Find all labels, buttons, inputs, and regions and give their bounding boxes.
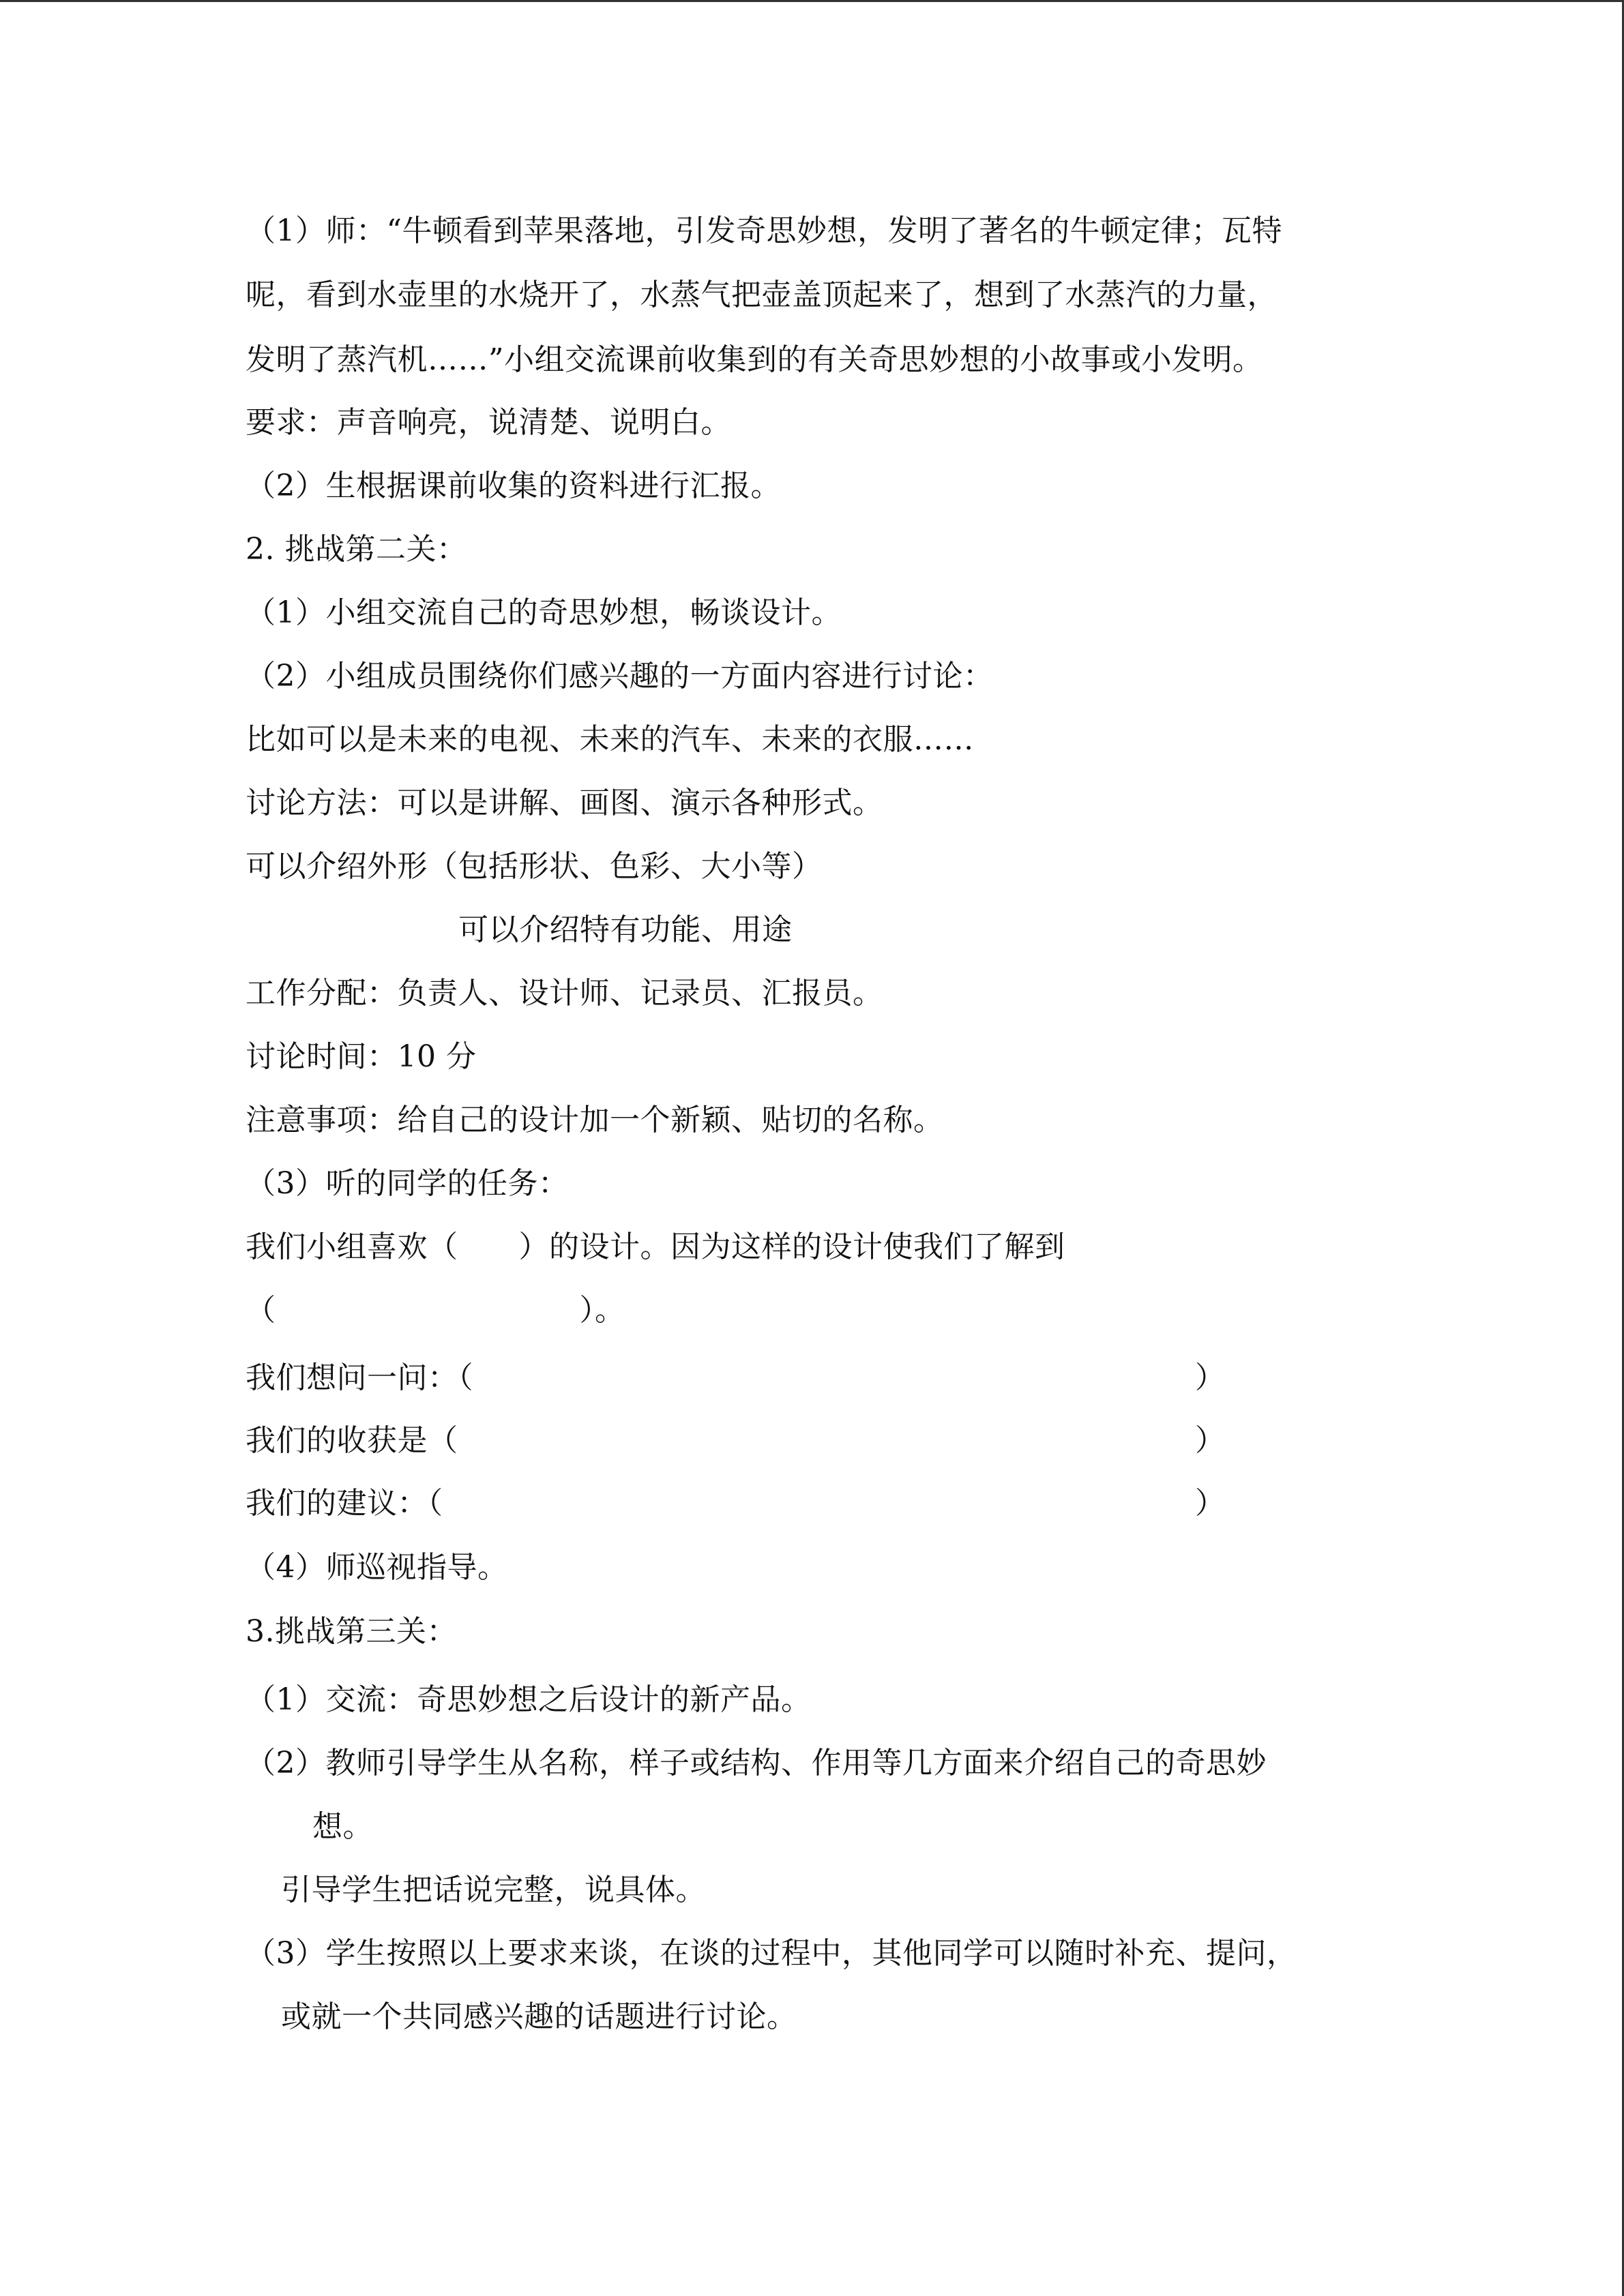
- fill-in-suggestion-line: 我们的建议：（: [246, 1486, 443, 1521]
- section-heading: 3.挑战第三关：: [246, 1614, 457, 1649]
- text-line: 想。: [312, 1809, 373, 1844]
- text-line: （3）听的同学的任务：: [246, 1166, 569, 1201]
- text-line: 讨论方法：可以是讲解、画图、演示各种形式。: [246, 786, 883, 820]
- text-line: 引导学生把话说完整，说具体。: [281, 1873, 706, 1907]
- text-line: （ ）。: [246, 1293, 625, 1328]
- fill-in-question-line: 我们想问一问：（: [246, 1360, 473, 1395]
- text-line: 发明了蒸汽机……”小组交流课前收集到的有关奇思妙想的小故事或小发明。: [246, 342, 1263, 377]
- text-line: 比如可以是未来的电视、未来的汽车、未来的衣服……: [246, 722, 974, 757]
- text-line: （2）生根据课前收集的资料进行汇报。: [246, 468, 781, 503]
- text-line: （4）师巡视指导。: [246, 1550, 508, 1585]
- text-line: （2）小组成员围绕你们感兴趣的一方面内容进行讨论：: [246, 659, 994, 694]
- text-line: 要求：声音响亮，说清楚、说明白。: [246, 405, 731, 440]
- text-line: 注意事项：给自己的设计加一个新颖、贴切的名称。: [246, 1103, 944, 1137]
- section-heading: 2. 挑战第二关：: [246, 532, 467, 567]
- close-paren: ）: [1195, 1360, 1225, 1395]
- fill-in-harvest-line: 我们的收获是（: [246, 1423, 458, 1458]
- text-line: 可以介绍外形（包括形状、色彩、大小等）: [246, 849, 823, 884]
- close-paren: ）: [1195, 1423, 1225, 1458]
- text-line: （2）教师引导学生从名称，样子或结构、作用等几方面来介绍自己的奇思妙: [246, 1746, 1267, 1780]
- text-line: 讨论时间：10 分: [246, 1039, 477, 1074]
- close-paren: ）: [1195, 1486, 1225, 1521]
- text-line: （1）交流：奇思妙想之后设计的新产品。: [246, 1682, 812, 1717]
- text-line: （1）师：“牛顿看到苹果落地，引发奇思妙想，发明了著名的牛顿定律；瓦特: [246, 213, 1282, 248]
- text-line: 可以介绍特有功能、用途: [458, 912, 793, 947]
- text-line: 工作分配：负责人、设计师、记录员、汇报员。: [246, 976, 883, 1011]
- text-line: （1）小组交流自己的奇思妙想，畅谈设计。: [246, 595, 842, 630]
- text-line: 我们小组喜欢（ ）的设计。因为这样的设计使我们了解到: [246, 1229, 1065, 1264]
- text-line: （3）学生按照以上要求来谈，在谈的过程中，其他同学可以随时补充、提问，: [246, 1936, 1297, 1971]
- text-line: 或就一个共同感兴趣的话题进行讨论。: [281, 1999, 797, 2034]
- text-line: 呢，看到水壶里的水烧开了，水蒸气把壶盖顶起来了，想到了水蒸汽的力量，: [246, 278, 1278, 312]
